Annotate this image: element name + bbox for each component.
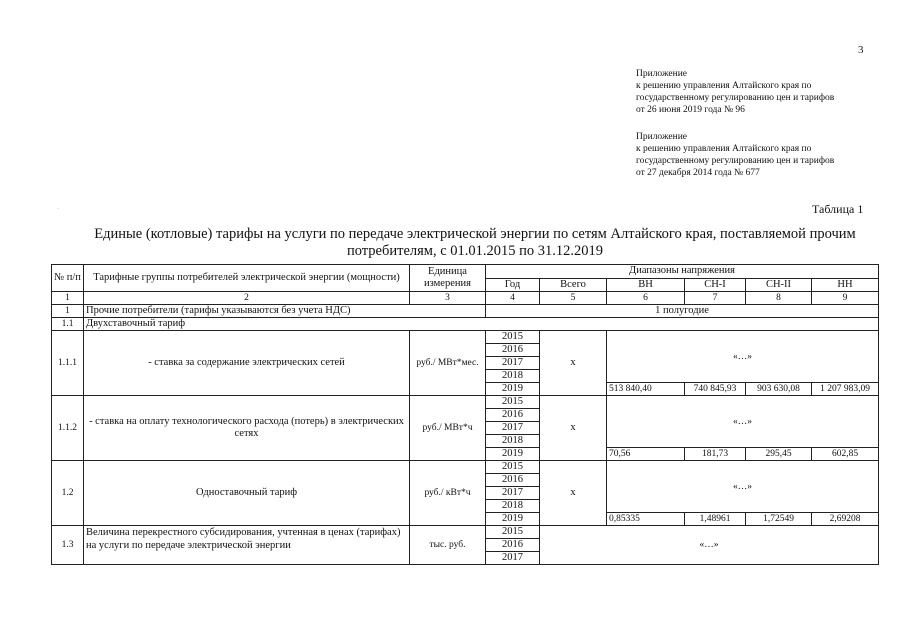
row-num: 1 — [52, 305, 84, 318]
year-cell: 2015 — [486, 396, 540, 409]
row-num: 1.1.2 — [52, 396, 84, 461]
table-row — [52, 331, 879, 344]
year-cell: 2017 — [486, 487, 540, 500]
approval-line: государственному регулированию цен и тарифов — [636, 93, 835, 103]
approval-line: государственному регулированию цен и тарифов — [636, 156, 835, 166]
year-cell: 2017 — [486, 552, 540, 565]
row-num: 1.1 — [52, 318, 84, 331]
approval-line: Приложение — [636, 69, 687, 79]
table-row — [52, 526, 879, 539]
table-label: Таблица 1 — [812, 202, 864, 216]
header-total: Всего — [540, 278, 607, 292]
year-cell: 2017 — [486, 422, 540, 435]
table-row — [52, 461, 879, 474]
header-group: Тарифные группы потребителей электрической энергии (мощности) — [84, 265, 410, 292]
approval-line: Приложение — [636, 132, 687, 142]
row-label: Одноставочный тариф — [84, 461, 410, 526]
header-sn1: СН-I — [685, 278, 746, 292]
approval-line: от 27 декабря 2014 года № 677 — [636, 168, 760, 178]
omitted-values: «…» — [607, 331, 879, 383]
value-vn: 0,85335 — [607, 513, 685, 526]
year-cell: 2016 — [486, 474, 540, 487]
year-cell: 2018 — [486, 435, 540, 448]
header-nn: НН — [812, 278, 879, 292]
header-ranges: Диапазоны напряжения — [486, 265, 879, 279]
col-number: 7 — [685, 292, 746, 305]
col-number: 2 — [84, 292, 410, 305]
col-number: 4 — [486, 292, 540, 305]
value-vn: 70,56 — [607, 448, 685, 461]
column-number-row — [52, 292, 879, 305]
value-nn: 1 207 983,09 — [812, 383, 879, 396]
col-number: 8 — [746, 292, 812, 305]
row-label: - ставка на оплату технологического расхода (потерь) в электрических сетях — [84, 396, 410, 461]
table-row — [52, 305, 879, 318]
year-cell: 2018 — [486, 370, 540, 383]
value-sn1: 181,73 — [685, 448, 746, 461]
total-cell: х — [540, 396, 607, 461]
col-number: 1 — [52, 292, 84, 305]
tariff-table — [51, 264, 879, 565]
value-sn2: 903 630,08 — [746, 383, 812, 396]
table-row — [52, 396, 879, 409]
value-sn1: 740 845,93 — [685, 383, 746, 396]
row-unit: тыс. руб. — [410, 526, 486, 565]
approval-line: от 26 июня 2019 года № 96 — [636, 105, 745, 115]
year-cell: 2019 — [486, 383, 540, 396]
approval-line: к решению управления Алтайского края по — [636, 144, 812, 154]
header-unit: Единица измерения — [410, 265, 486, 292]
year-cell: 2016 — [486, 539, 540, 552]
row-num: 1.2 — [52, 461, 84, 526]
col-number: 6 — [607, 292, 685, 305]
col-number: 9 — [812, 292, 879, 305]
approval-note-2019 — [636, 68, 834, 116]
document-title: Единые (котловые) тарифы на услуги по передаче электрической энергии по сетям Алтайского края, поставляемой прочим потребителям, с 01.01.2015 по 31.12.2019 — [94, 226, 856, 259]
approval-line: к решению управления Алтайского края по — [636, 81, 812, 91]
period-label: 1 полугодие — [486, 305, 879, 318]
col-number: 5 — [540, 292, 607, 305]
row-label: Величина перекрестного субсидирования, учтенная в ценах (тарифах) на услуги по передаче электрической энергии — [84, 526, 410, 565]
row-label: Прочие потребители (тарифы указываются без учета НДС) — [84, 305, 486, 318]
year-cell: 2016 — [486, 344, 540, 357]
omitted-values: «…» — [540, 526, 879, 565]
value-sn1: 1,48961 — [685, 513, 746, 526]
value-nn: 602,85 — [812, 448, 879, 461]
row-unit: руб./ МВт*мес. — [410, 331, 486, 396]
table-row — [52, 318, 879, 331]
header-year: Год — [486, 278, 540, 292]
header-sn2: СН-II — [746, 278, 812, 292]
approval-note-2014 — [636, 131, 834, 179]
row-label: Двухставочный тариф — [84, 318, 879, 331]
row-unit: руб./ кВт*ч — [410, 461, 486, 526]
year-cell: 2015 — [486, 526, 540, 539]
scan-speck: · — [57, 206, 59, 212]
total-cell: х — [540, 461, 607, 526]
header-vn: ВН — [607, 278, 685, 292]
value-sn2: 295,45 — [746, 448, 812, 461]
year-cell: 2019 — [486, 448, 540, 461]
row-num: 1.1.1 — [52, 331, 84, 396]
row-num: 1.3 — [52, 526, 84, 565]
header-num: № п/п — [52, 265, 84, 292]
value-nn: 2,69208 — [812, 513, 879, 526]
row-unit: руб./ МВт*ч — [410, 396, 486, 461]
year-cell: 2017 — [486, 357, 540, 370]
year-cell: 2015 — [486, 461, 540, 474]
omitted-values: «…» — [607, 461, 879, 513]
year-cell: 2016 — [486, 409, 540, 422]
value-sn2: 1,72549 — [746, 513, 812, 526]
year-cell: 2019 — [486, 513, 540, 526]
year-cell: 2018 — [486, 500, 540, 513]
row-label: - ставка за содержание электрических сетей — [84, 331, 410, 396]
page-number: 3 — [858, 44, 864, 56]
year-cell: 2015 — [486, 331, 540, 344]
omitted-values: «…» — [607, 396, 879, 448]
col-number: 3 — [410, 292, 486, 305]
value-vn: 513 840,40 — [607, 383, 685, 396]
total-cell: х — [540, 331, 607, 396]
